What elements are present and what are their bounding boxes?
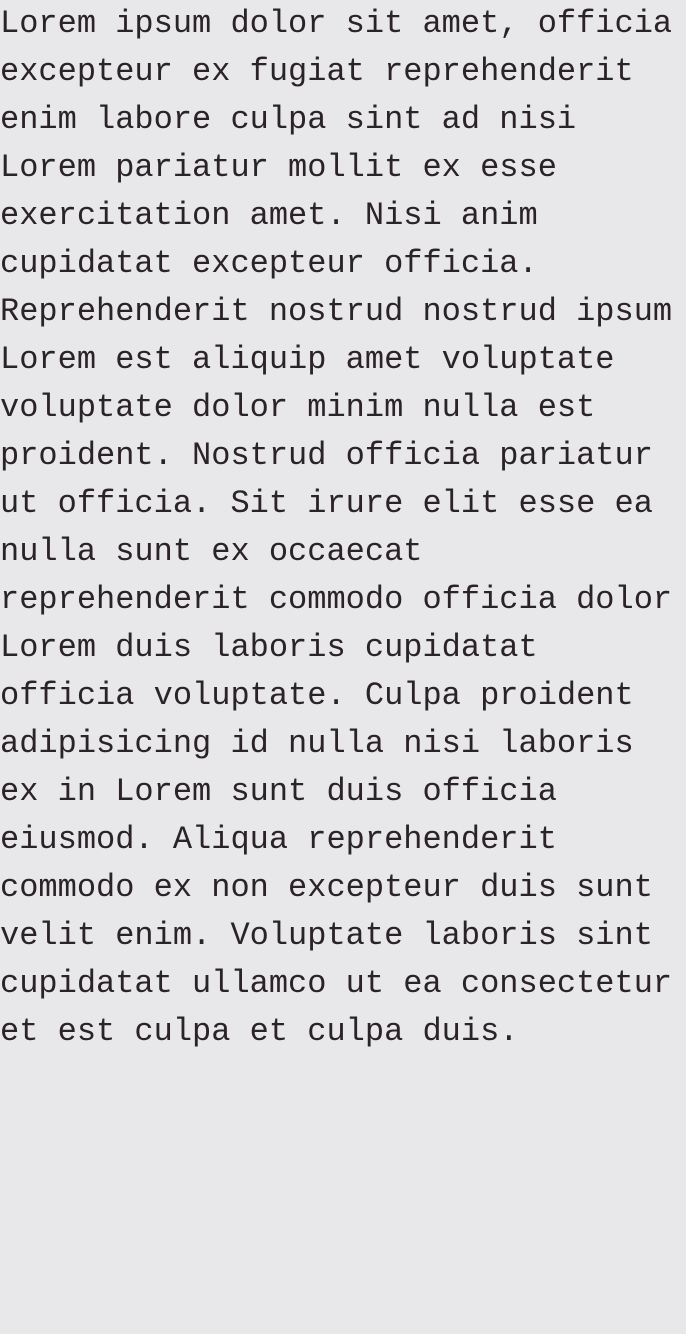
text-line-7: Reprehenderit nostrud nostrud ipsum — [0, 293, 673, 330]
text-line-11: ut officia. Sit irure elit esse ea — [0, 485, 653, 522]
text-line-22: et est culpa et culpa duis. — [0, 1013, 519, 1050]
text-line-9: voluptate dolor minim nulla est — [0, 389, 596, 426]
text-line-10: proident. Nostrud officia pariatur — [0, 437, 653, 474]
text-line-1: Lorem ipsum dolor sit amet, officia — [0, 5, 673, 42]
text-line-19: commodo ex non excepteur duis sunt — [0, 869, 653, 906]
text-line-17: ex in Lorem sunt duis officia — [0, 773, 557, 810]
text-line-2: excepteur ex fugiat reprehenderit — [0, 53, 634, 90]
text-line-13: reprehenderit commodo officia dolor — [0, 581, 673, 618]
text-line-4: Lorem pariatur mollit ex esse — [0, 149, 557, 186]
text-line-12: nulla sunt ex occaecat — [0, 533, 423, 570]
text-line-8: Lorem est aliquip amet voluptate — [0, 341, 615, 378]
text-line-16: adipisicing id nulla nisi laboris — [0, 725, 634, 762]
text-line-20: velit enim. Voluptate laboris sint — [0, 917, 653, 954]
text-line-18: eiusmod. Aliqua reprehenderit — [0, 821, 557, 858]
text-line-5: exercitation amet. Nisi anim — [0, 197, 538, 234]
text-line-15: officia voluptate. Culpa proident — [0, 677, 634, 714]
text-line-3: enim labore culpa sint ad nisi — [0, 101, 577, 138]
text-line-21: cupidatat ullamco ut ea consectetur — [0, 965, 673, 1002]
text-line-14: Lorem duis laboris cupidatat — [0, 629, 538, 666]
text-line-6: cupidatat excepteur officia. — [0, 245, 538, 282]
